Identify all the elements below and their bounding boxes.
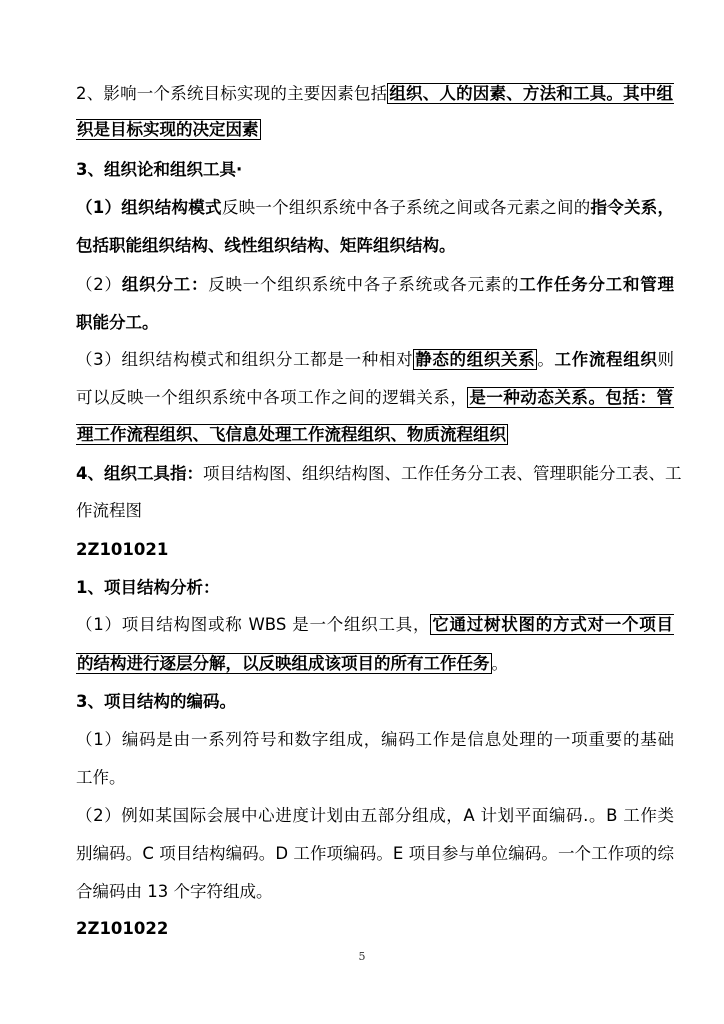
text: 反映一个组织系统中各子系统或各元素的 [208,275,520,294]
page-number: 5 [358,950,366,963]
text: 。 [537,350,555,369]
paragraph-line [76,197,674,221]
paragraph-line: 合编码由 13 个字符组成。 [76,882,273,901]
highlighted-text: 组织、人的因素、方法和工具。其中组 [389,84,674,103]
highlighted-text: 理工作流程组织、飞信息处理工作流程组织、物质流程组织 [77,425,506,444]
text: 。 [491,654,508,673]
paragraph-line: （2）例如某国际会展中心进度计划由五部分组成，A 计划平面编码.。B 工作类 [76,806,674,825]
bold-text: 工作任务分工和管理 [519,275,675,294]
paragraph-line [76,349,674,373]
bold-text: （1）组织结构模式 [76,198,222,217]
paragraph-line: （1）编码是由一系列符号和数字组成，编码工作是信息处理的一项重要的基础 [76,730,674,749]
section-code: 2Z101021 [76,540,169,559]
paragraph-line [76,463,682,487]
highlighted-text: 它通过树状图的方式对一个项目 [432,615,674,634]
section-heading: 3、项目结构的编码。 [76,692,236,711]
paragraph-line [76,119,674,143]
text: 2、影响一个系统目标实现的主要因素包括 [76,84,388,103]
text: 项目结构图、组织结构图、工作任务分工表、管理职能分工表、工 [202,464,682,483]
paragraph-line [76,614,674,638]
paragraph-line: 工作。 [76,768,126,787]
section-heading: 3、组织论和组织工具· [76,160,243,179]
bold-text: 指令关系， [590,198,675,217]
paragraph-line [76,274,674,298]
highlighted-text: 是一种动态关系。包括：管 [469,388,674,407]
highlighted-text: 织是目标实现的决定因素 [77,120,259,139]
paragraph-line: 职能分工。 [76,313,159,332]
text: 则 [657,350,675,369]
paragraph-line: 别编码。C 项目结构编码。D 工作项编码。E 项目参与单位编码。一个工作项的综 [76,844,674,863]
section-code: 2Z101022 [76,919,169,938]
bold-text: 4、组织工具指： [76,464,203,483]
section-heading: 1、项目结构分析： [76,578,220,597]
paragraph-line [76,653,674,677]
text: （3）组织结构模式和组织分工都是一种相对 [76,350,414,369]
text: （2） [76,275,122,294]
text: 可以反映一个组织系统中各项工作之间的逻辑关系， [76,388,468,407]
bold-text: 工作流程组织 [554,350,658,369]
paragraph-line [76,424,674,448]
bold-text: 组织分工： [121,275,209,294]
text: （1）项目结构图或称 WBS 是一个组织工具， [76,615,431,634]
paragraph-line [76,387,674,411]
paragraph-line: 包括职能组织结构、线性组织结构、矩阵组织结构。 [76,236,456,255]
paragraph-line: 作流程图 [76,501,142,520]
highlighted-text: 的结构进行逐层分解，以反映组成该项目的所有工作任务 [77,654,490,673]
highlighted-text: 静态的组织关系 [415,350,536,369]
text: 反映一个组织系统中各子系统之间或各元素之间的 [221,198,591,217]
paragraph-line [76,83,674,107]
